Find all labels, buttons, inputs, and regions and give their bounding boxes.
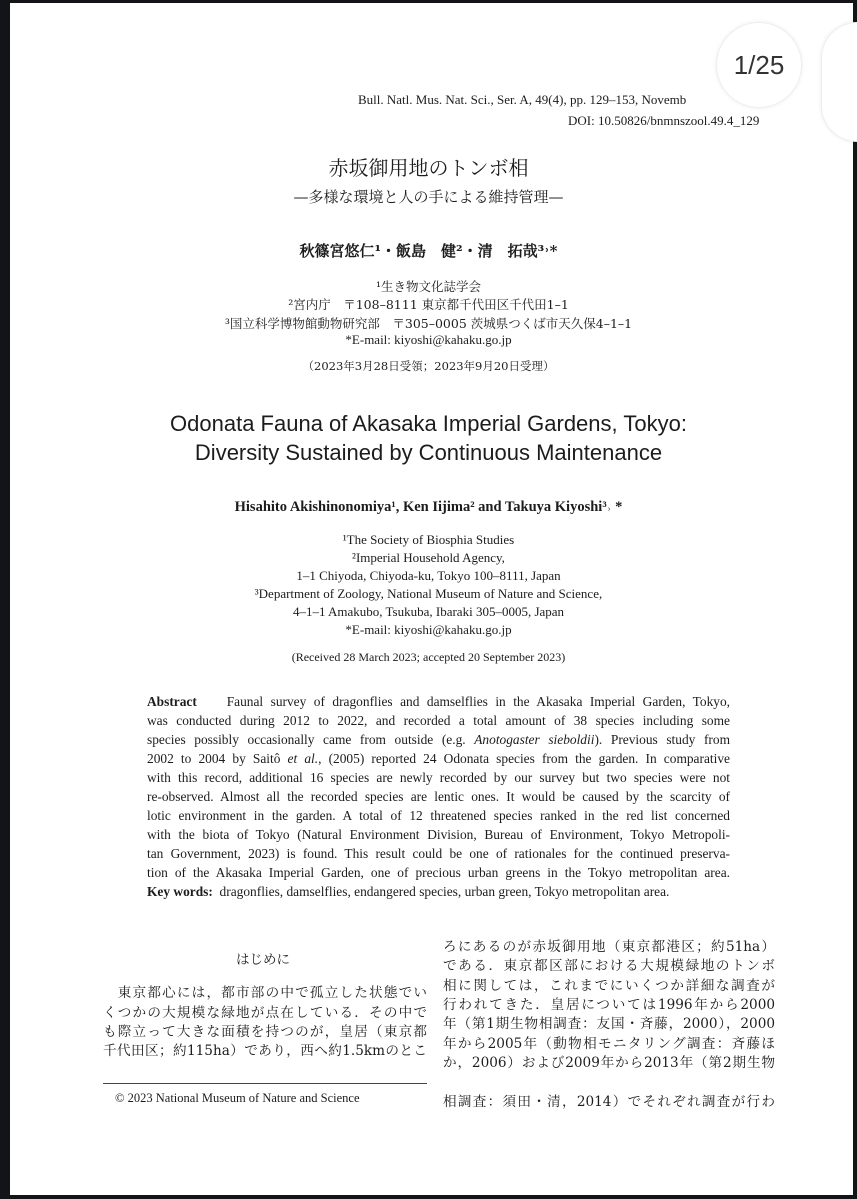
en-dates: (Received 28 March 2023; accepted 20 September 2023) <box>291 650 566 664</box>
abstract-text: ). Previous study from <box>594 732 730 747</box>
keywords <box>147 884 730 900</box>
en-title-line2: Diversity Sustained by Continuous Maintenance <box>194 440 663 465</box>
body-line: 東京都心には，都市部の中で孤立した状態でい <box>103 985 427 1001</box>
abstract-text: species possibly occasionally came from outside (e.g. <box>147 732 475 747</box>
body-line: くつかの大規模な緑地が点在している．その中で <box>103 1005 427 1021</box>
abstract-line <box>147 694 730 710</box>
abstract-text: Faunal survey of dragonflies and damselflies in the Akasaka Imperial Garden, Tokyo, <box>226 694 731 709</box>
abstract-line: with this record, additional 16 species are newly recorded by our survey but two species were not <box>147 770 730 785</box>
body-line: 年（第1期生物相調査：友国・斉藤，2000），2000 <box>443 1016 775 1032</box>
en-affiliation: 1–1 Chiyoda, Chiyoda-ku, Tokyo 100–8111, Japan <box>296 568 561 583</box>
en-authors: Hisahito Akishinonomiya¹, Ken Iijima² and Takuya Kiyoshi³˒ * <box>234 499 623 515</box>
et-al: et al. <box>287 751 319 766</box>
jp-affiliation: ²宮内庁 〒108–8111 東京都千代田区千代田1–1 <box>288 297 569 312</box>
viewer-floating-button[interactable] <box>821 22 857 142</box>
doi: DOI: 10.50826/bnmnszool.49.4_129 <box>568 113 760 128</box>
body-line: 年から2005年（動物相モニタリング調査：斉藤ほ <box>443 1036 775 1052</box>
jp-email: *E-mail: kiyoshi@kahaku.go.jp <box>345 332 512 347</box>
body-line: か，2006）および2009年から2013年（第2期生物 <box>443 1055 775 1071</box>
en-email: *E-mail: kiyoshi@kahaku.go.jp <box>345 622 512 637</box>
abstract-line: re-observed. Almost all the recorded species are lentic ones. It would be caused by the scarcity of <box>147 789 730 804</box>
en-title-line1: Odonata Fauna of Akasaka Imperial Gardens, Tokyo: <box>170 411 687 436</box>
body-line: 行われてきた．皇居については1996年から2000 <box>443 997 775 1013</box>
en-affiliation: ²Imperial Household Agency, <box>352 550 505 565</box>
copyright: © 2023 National Museum of Nature and Science <box>115 1091 360 1105</box>
footnote-rule <box>103 1083 427 1084</box>
pdf-page <box>10 3 853 1195</box>
en-affiliation: ¹The Society of Biosphia Studies <box>342 532 515 547</box>
jp-affiliation: ³国立科学博物館動物研究部 〒305–0005 茨城県つくば市天久保4–1–1 <box>224 316 633 331</box>
abstract-label: Abstract <box>147 694 197 709</box>
abstract-line: tan Government, 2023) is found. This result could be one of rationales for the continued preserva- <box>147 846 730 861</box>
abstract-text: 2002 to 2004 by Saitô <box>147 751 288 766</box>
abstract-line <box>147 751 730 767</box>
body-line: である．東京都区部における大規模緑地のトンボ <box>443 958 775 974</box>
keywords-label: Key words: <box>147 884 213 899</box>
en-affiliation: 4–1–1 Amakubo, Tsukuba, Ibaraki 305–0005, Japan <box>292 604 565 619</box>
jp-subtitle: —多様な環境と人の手による維持管理— <box>293 188 564 206</box>
species-name: Anotogaster sieboldii <box>474 732 595 747</box>
body-line: 相に関しては，これまでにいくつか詳細な調査が <box>443 978 775 994</box>
body-line: 相調査：須田・清，2014）でそれぞれ調査が行わ <box>443 1094 775 1110</box>
body-line: も際立って大きな面積を持つのが，皇居（東京都 <box>103 1024 427 1040</box>
body-line: 千代田区；約115ha）であり，西へ約1.5kmのとこ <box>103 1043 427 1059</box>
abstract-text: , (2005) reported 24 Odonata species from the garden. In comparative <box>318 751 730 766</box>
jp-title: 赤坂御用地のトンボ相 <box>328 156 529 180</box>
page-indicator[interactable]: 1/25 <box>716 22 802 108</box>
section-heading: はじめに <box>236 952 290 968</box>
en-affiliation: ³Department of Zoology, National Museum of Nature and Science, <box>254 586 603 601</box>
abstract-line: tion of the Akasaka Imperial Garden, one of precious urban greens in the Tokyo metropolitan area. <box>147 865 730 880</box>
body-line: ろにあるのが赤坂御用地（東京都港区；約51ha） <box>443 939 775 955</box>
jp-authors: 秋篠宮悠仁¹・飯島 健²・清 拓哉³˒* <box>299 242 558 260</box>
abstract-line: with the biota of Tokyo (Natural Environment Division, Bureau of Environment, Tokyo Metropoli- <box>147 827 730 842</box>
jp-affiliation: ¹生き物文化誌学会 <box>375 279 481 294</box>
abstract-line: was conducted during 2012 to 2022, and recorded a total amount of 38 species including some <box>147 713 730 728</box>
keywords-text: dragonflies, damselflies, endangered species, urban green, Tokyo metropolitan area. <box>219 884 670 899</box>
citation: Bull. Natl. Mus. Nat. Sci., Ser. A, 49(4), pp. 129–153, Novemb <box>358 92 687 107</box>
abstract-line <box>147 732 730 748</box>
jp-dates: （2023年3月28日受領；2023年9月20日受理） <box>302 359 555 373</box>
abstract-line: lotic environment in the garden. A total of 12 threatened species ranked in the red list concerned <box>147 808 730 823</box>
